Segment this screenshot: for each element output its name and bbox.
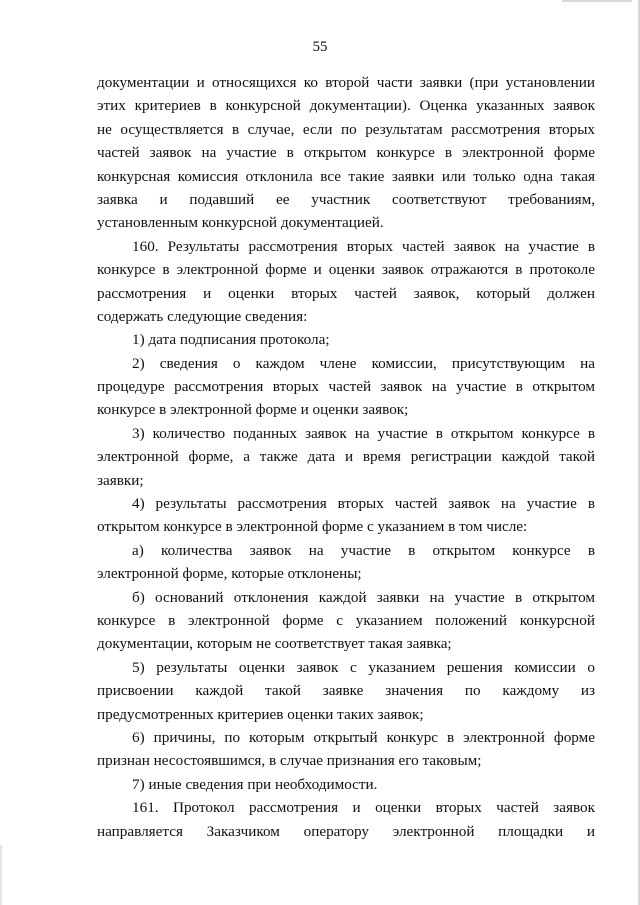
text-line: конкурсе в электронной форме и оценки заявок отражаются в протоколе xyxy=(97,261,595,279)
text-line: направляется Заказчиком оператору электронной площадки и xyxy=(97,822,595,840)
text-line: предусмотренных критериев оценки таких заявок; xyxy=(97,705,424,723)
text-line: электронной форме, а также дата и время регистрации каждой такой xyxy=(97,448,595,466)
text-line: документации, которым не соответствует такая заявка; xyxy=(97,635,452,653)
text-line: 160. Результаты рассмотрения вторых частей заявок на участие в xyxy=(132,237,595,255)
text-line: б) оснований отклонения каждой заявки на участие в открытом xyxy=(132,588,595,606)
text-line: 161. Протокол рассмотрения и оценки вторых частей заявок xyxy=(132,799,595,817)
text-line: 2) сведения о каждом члене комиссии, присутствующим на xyxy=(132,354,595,372)
text-line: конкурсе в электронной форме с указанием положений конкурсной xyxy=(97,611,595,629)
text-line: документации и относящихся ко второй части заявки (при установлении xyxy=(97,74,595,91)
text-line: а) количества заявок на участие в открытом конкурсе в xyxy=(132,541,595,559)
text-line: 3) количество поданных заявок на участие в открытом конкурсе в xyxy=(132,424,595,442)
text-line: конкурсная комиссия отклонила все такие заявки или только одна такая xyxy=(97,167,595,185)
text-line: электронной форме, которые отклонены; xyxy=(97,565,362,583)
text-line: этих критериев в конкурсной документации). Оценка указанных заявок xyxy=(97,97,595,115)
text-line: 7) иные сведения при необходимости. xyxy=(132,775,378,793)
text-line: частей заявок на участие в открытом конкурсе в электронной форме xyxy=(97,144,595,162)
text-line: не осуществляется в случае, если по результатам рассмотрения вторых xyxy=(97,120,595,138)
text-line: 5) результаты оценки заявок с указанием решения комиссии о xyxy=(132,658,595,676)
text-line: 6) причины, по которым открытый конкурс в электронной форме xyxy=(132,728,595,746)
text-line: процедуре рассмотрения вторых частей заявок на участие в открытом xyxy=(97,378,595,396)
document-body xyxy=(97,71,595,843)
scan-edge-left xyxy=(0,845,2,905)
text-line: присвоении каждой такой заявке значения по каждому из xyxy=(97,682,595,700)
scan-edge-mark xyxy=(562,0,632,2)
text-line: признан несостоявшимся, в случае признания его таковым; xyxy=(97,752,482,770)
text-line: открытом конкурсе в электронной форме с указанием в том числе: xyxy=(97,518,528,536)
text-line: 4) результаты рассмотрения вторых частей заявок на участие в xyxy=(132,495,595,513)
text-line: заявки; xyxy=(97,471,144,489)
text-line: заявка и подавший ее участник соответствуют требованиям, xyxy=(97,190,595,208)
page-number: 55 xyxy=(312,39,328,55)
text-line: установленным конкурсной документацией. xyxy=(97,214,384,232)
text-line: рассмотрения и оценки вторых частей заявок, который должен xyxy=(97,284,595,302)
text-line: 1) дата подписания протокола; xyxy=(132,331,330,349)
text-line: конкурсе в электронной форме и оценки заявок; xyxy=(97,401,409,419)
text-line: содержать следующие сведения: xyxy=(97,307,308,325)
